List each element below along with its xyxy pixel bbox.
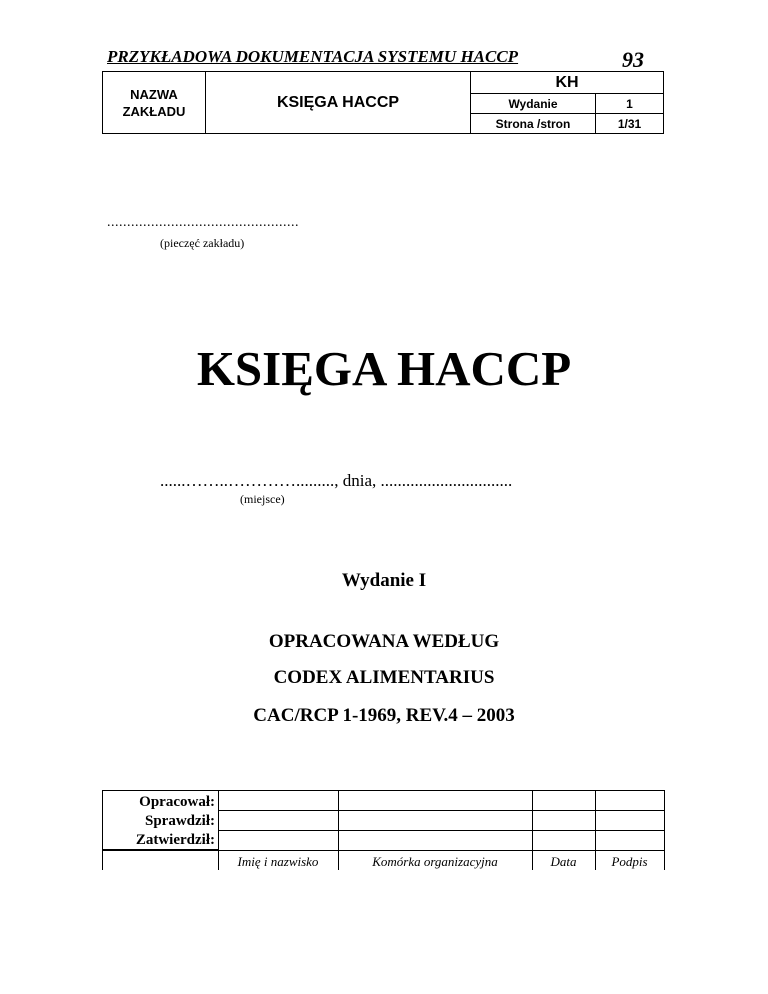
column-signature: Podpis [611, 854, 648, 869]
column-department: Komórka organizacyjna [372, 854, 498, 869]
role-prepared: Opracował: [139, 794, 215, 810]
prepared-line-3: CAC/RCP 1-1969, REV.4 – 2003 [253, 705, 515, 726]
edition-heading: Wydanie I [341, 570, 427, 591]
grid-line [664, 790, 665, 870]
edition-label: Wydanie [471, 94, 596, 114]
place-date-line: ......……..…………........., dnia, ............................... [160, 471, 513, 490]
role-checked: Sprawdził: [144, 813, 215, 829]
stamp-placeholder: ................................................ [107, 215, 299, 230]
page-count-label: Strona /stron [471, 114, 596, 134]
edition-value: 1 [596, 94, 664, 114]
grid-line [102, 850, 665, 851]
document-title-cell: KSIĘGA HACCP [206, 72, 471, 134]
prepared-line-1: OPRACOWANA WEDŁUG [268, 631, 500, 652]
stamp-label: (pieczęć zakładu) [160, 236, 245, 250]
running-header-title: PRZYKŁADOWA DOKUMENTACJA SYSTEMU HACCP [107, 47, 519, 66]
document-code: KH [471, 72, 664, 94]
grid-line [218, 830, 665, 831]
column-date: Data [550, 854, 577, 869]
prepared-line-2: CODEX ALIMENTARIUS [273, 667, 495, 688]
role-approved: Zatwierdził: [135, 832, 215, 848]
roles-cell [102, 790, 218, 850]
company-name-cell [103, 72, 206, 134]
grid-line [102, 790, 665, 791]
grid-line [218, 810, 665, 811]
place-label: (miejsce) [240, 492, 285, 506]
page-number: 93 [622, 47, 644, 72]
header-table [102, 71, 664, 134]
company-label: NAZWA ZAKŁADU [122, 86, 186, 119]
page-count-value: 1/31 [596, 114, 664, 134]
grid-line [102, 790, 103, 870]
main-title: KSIĘGA HACCP [196, 341, 572, 396]
signature-table [102, 790, 665, 870]
column-name: Imię i nazwisko [237, 854, 319, 869]
